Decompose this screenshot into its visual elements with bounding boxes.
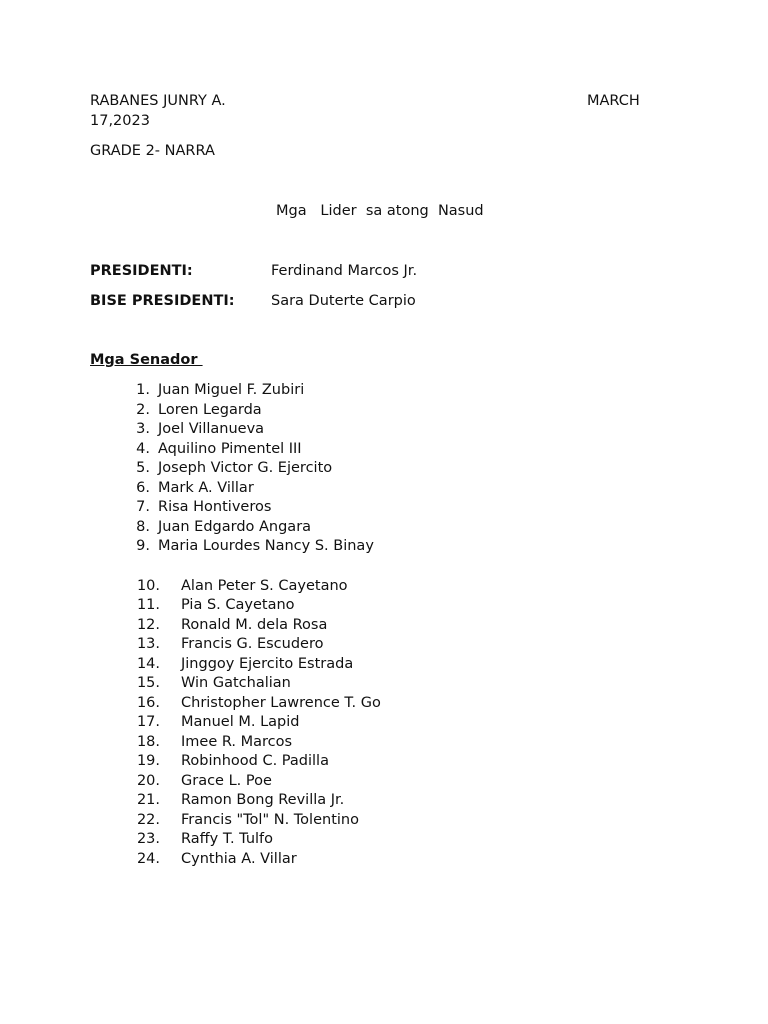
list-item-name: Ramon Bong Revilla Jr.: [181, 792, 345, 808]
list-item-number: 17.: [136, 714, 160, 730]
list-item-number: 3.: [136, 421, 150, 437]
list-item-number: 23.: [136, 831, 160, 847]
list-item-number: 6.: [136, 479, 150, 496]
list-item-number: 13.: [136, 636, 160, 652]
president-label: PRESIDENTI:: [90, 263, 193, 279]
list-item-number: 9.: [136, 538, 150, 554]
list-item-name: Cynthia A. Villar: [181, 850, 297, 867]
list-item-name: Win Gatchalian: [181, 675, 291, 691]
grade-section: GRADE 2- NARRA: [90, 143, 215, 159]
list-item-name: Juan Miguel F. Zubiri: [158, 382, 305, 398]
list-item-name: Francis "Tol" N. Tolentino: [181, 811, 359, 828]
list-item-number: 10.: [136, 577, 160, 594]
list-item-name: Grace L. Poe: [181, 772, 272, 789]
list-item-name: Manuel M. Lapid: [181, 714, 300, 730]
list-item-number: 4.: [136, 440, 150, 457]
list-item-name: Loren Legarda: [158, 401, 262, 418]
list-item-name: Imee R. Marcos: [181, 733, 293, 750]
list-item-number: 8.: [136, 518, 150, 535]
date-rest: 17,2023: [90, 113, 150, 129]
list-item-number: 14.: [136, 655, 160, 672]
list-item-number: 21.: [136, 792, 160, 808]
list-item-number: 24.: [136, 850, 160, 867]
student-name: RABANES JUNRY A.: [90, 93, 226, 109]
list-item-name: Alan Peter S. Cayetano: [181, 577, 348, 594]
list-item-name: Jinggoy Ejercito Estrada: [181, 655, 354, 672]
list-item-number: 1.: [136, 382, 150, 398]
vice-president-name: Sara Duterte Carpio: [271, 293, 416, 309]
list-item-number: 15.: [136, 675, 160, 691]
list-item-name: Robinhood C. Padilla: [181, 753, 329, 769]
list-item-name: Raffy T. Tulfo: [181, 831, 274, 847]
list-item-number: 11.: [136, 597, 160, 613]
document-title: Mga Lider sa atong Nasud: [276, 203, 484, 219]
list-item-name: Francis G. Escudero: [181, 636, 324, 652]
list-item-name: Maria Lourdes Nancy S. Binay: [158, 538, 374, 554]
list-item-name: Christopher Lawrence T. Go: [181, 694, 381, 711]
list-item-number: 2.: [136, 401, 150, 418]
list-item-name: Joel Villanueva: [158, 421, 265, 437]
list-item-name: Risa Hontiveros: [158, 499, 272, 515]
list-item-number: 7.: [136, 499, 150, 515]
list-item-name: Joseph Victor G. Ejercito: [158, 460, 333, 476]
list-item-name: Ronald M. dela Rosa: [181, 616, 328, 633]
list-item-number: 22.: [136, 811, 160, 828]
list-item-number: 18.: [136, 733, 160, 750]
date-month: MARCH: [587, 93, 640, 109]
list-item-number: 19.: [136, 753, 160, 769]
list-item-name: Pia S. Cayetano: [181, 597, 295, 613]
list-item-number: 16.: [136, 694, 160, 711]
list-item-number: 12.: [136, 616, 160, 633]
senators-heading: Mga Senador: [90, 352, 203, 368]
list-item-name: Juan Edgardo Angara: [158, 518, 312, 535]
list-item-name: Mark A. Villar: [158, 479, 254, 496]
vice-president-label: BISE PRESIDENTI:: [90, 293, 235, 309]
list-item-number: 20.: [136, 772, 160, 789]
president-name: Ferdinand Marcos Jr.: [271, 263, 418, 279]
list-item-number: 5.: [136, 460, 150, 476]
list-item-name: Aquilino Pimentel III: [158, 440, 302, 457]
